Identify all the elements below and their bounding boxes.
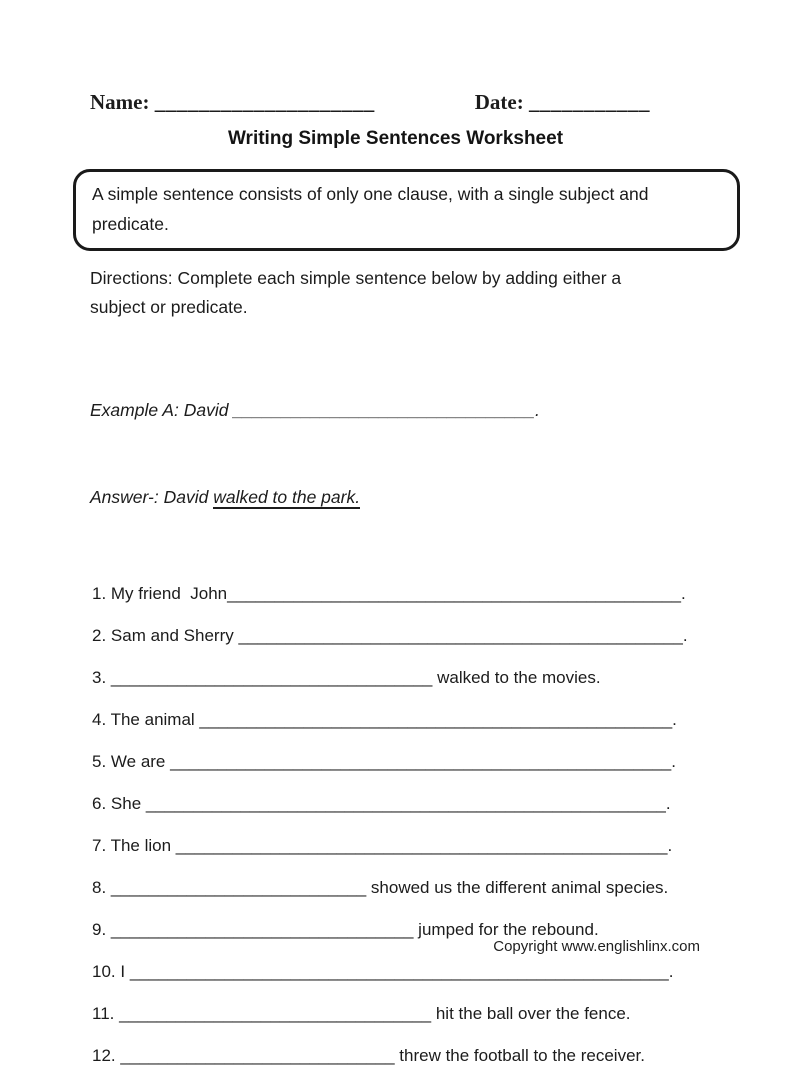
worksheet-item <box>92 741 791 783</box>
example-prompt-pre: Example A: David <box>90 400 234 420</box>
example-answer-line <box>90 483 791 512</box>
date-label: Date: <box>474 90 529 114</box>
item-post-text: showed us the different animal species. <box>366 878 669 897</box>
item-blank: _______________________________________________ <box>238 626 683 645</box>
item-pre-text: 4. The animal <box>92 710 200 729</box>
worksheet-item <box>92 1035 791 1077</box>
item-blank: ___________________________ <box>110 878 367 897</box>
worksheet-item <box>92 699 791 741</box>
worksheet-item <box>92 951 791 993</box>
copyright-text: Copyright www.englishlinx.com <box>493 938 700 955</box>
worksheet-item <box>92 825 791 867</box>
header-row <box>0 0 791 115</box>
example-block <box>90 338 791 570</box>
item-post-text: . <box>665 794 671 813</box>
name-blank: ____________________ <box>154 90 375 114</box>
example-answer-pre: Answer-: David <box>90 487 214 507</box>
name-label: Name: <box>90 90 155 114</box>
item-pre-text: 5. We are <box>92 752 171 771</box>
example-prompt-period: . <box>535 400 540 420</box>
worksheet-item <box>92 783 791 825</box>
item-pre-text: 8. <box>92 878 111 897</box>
item-post-text: . <box>667 836 673 855</box>
item-pre-text: 1. My friend John <box>92 584 228 603</box>
item-blank: __________________________________________________ <box>199 710 673 729</box>
worksheet-items <box>92 573 791 1077</box>
item-blank: ________________________________ <box>110 920 414 939</box>
item-pre-text: 3. <box>92 668 111 687</box>
worksheet-item <box>92 867 791 909</box>
item-post-text: threw the football to the receiver. <box>394 1046 645 1065</box>
item-post-text: hit the ball over the fence. <box>431 1004 631 1023</box>
worksheet-item <box>92 615 791 657</box>
item-post-text: . <box>672 710 677 729</box>
item-blank: _____________________________ <box>120 1046 395 1065</box>
item-blank: _____________________________________________________ <box>170 752 672 771</box>
item-blank: __________________________________ <box>110 668 433 687</box>
example-answer-underlined-text: walked to the park. <box>213 487 361 507</box>
item-pre-text: 6. She <box>92 794 146 813</box>
worksheet-item <box>92 573 791 615</box>
item-blank: ____________________________________________________ <box>175 836 668 855</box>
item-blank: ________________________________________________ <box>227 584 681 603</box>
date-blank: ___________ <box>528 90 650 114</box>
page-title: Writing Simple Sentences Worksheet <box>227 128 564 149</box>
item-post-text: jumped for the rebound. <box>413 920 599 939</box>
item-pre-text: 12. <box>92 1046 121 1065</box>
example-prompt-line <box>90 396 791 425</box>
item-pre-text: 9. <box>92 920 111 939</box>
item-blank: _________________________________ <box>119 1004 432 1023</box>
item-blank: _______________________________________________________ <box>145 794 666 813</box>
item-pre-text: 7. The lion <box>92 836 176 855</box>
item-pre-text: 2. Sam and Sherry <box>92 626 239 645</box>
item-post-text: . <box>668 962 674 981</box>
item-blank: _________________________________________________________ <box>129 962 669 981</box>
date-group <box>475 90 650 115</box>
example-prompt-blank: _______________________________ <box>233 400 536 420</box>
item-pre-text: 11. <box>92 1004 120 1023</box>
definition-text: A simple sentence consists of only one clause, with a single subject and predicate. <box>92 184 649 234</box>
worksheet-item <box>92 993 791 1035</box>
item-post-text: . <box>671 752 676 771</box>
item-post-text: . <box>682 626 688 645</box>
worksheet-item <box>92 657 791 699</box>
item-post-text: . <box>680 584 686 603</box>
item-pre-text: 10. I <box>92 962 130 981</box>
directions-text: Directions: Complete each simple sentence below by adding either a subject or predicate. <box>90 268 622 317</box>
definition-box <box>73 169 740 251</box>
item-post-text: walked to the movies. <box>432 668 601 687</box>
